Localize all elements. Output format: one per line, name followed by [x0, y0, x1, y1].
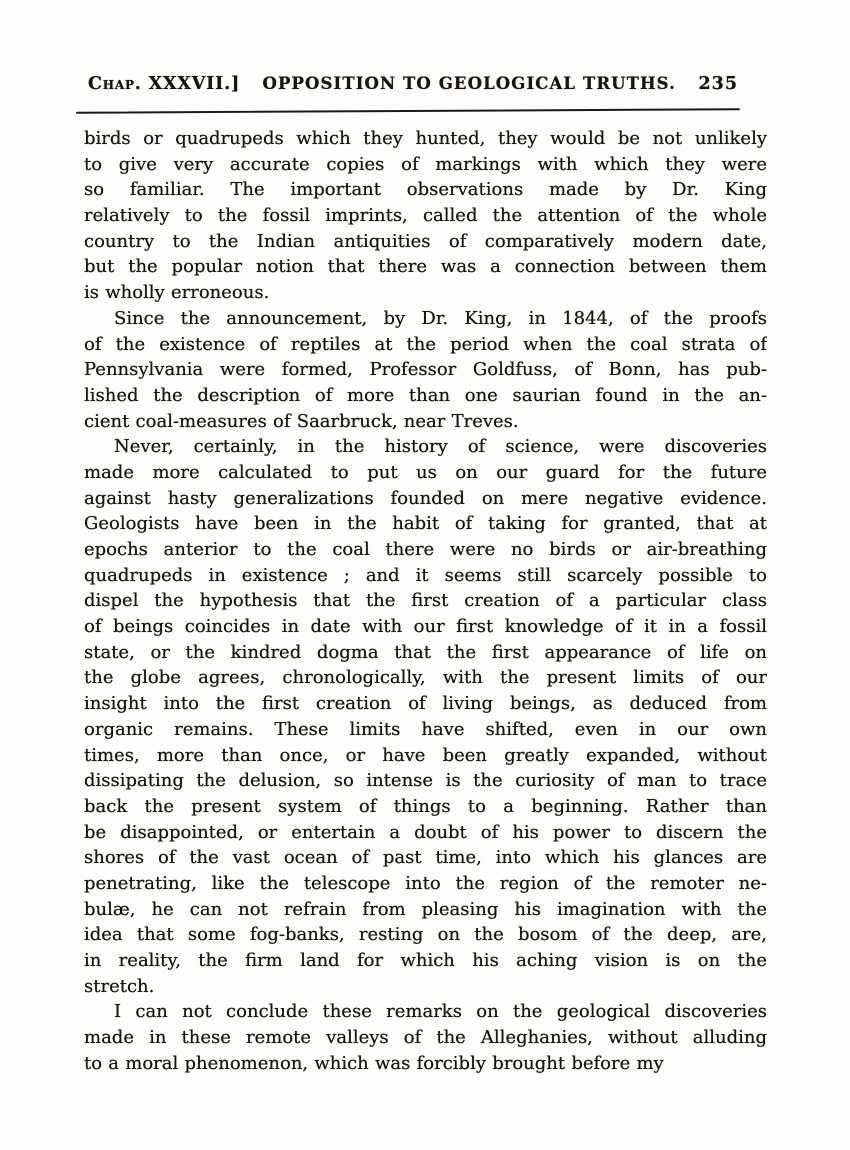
- text-line: insight into the first creation of living beings, as deduced from: [84, 693, 767, 715]
- text-line: epochs anterior to the coal there were no birds or air-breathing: [84, 539, 767, 560]
- text-line: back the present system of things to a beginning. Rather than: [84, 795, 767, 817]
- text-line: bulæ, he can not refrain from pleasing his imagination with the: [84, 898, 767, 920]
- chapter-label: Chap. XXXVII.]: [88, 74, 241, 94]
- text-line: dispel the hypothesis that the first creation of a particular class: [84, 590, 767, 612]
- text-line: birds or quadrupeds which they hunted, they would be not unlikely: [84, 128, 767, 149]
- paragraph: [84, 999, 767, 1076]
- paragraph: [84, 434, 767, 999]
- text-line: cient coal-measures of Saarbruck, near Treves.: [84, 410, 519, 432]
- header-rule: [76, 108, 740, 114]
- text-line: penetrating, like the telescope into the region of the remoter ne-: [84, 872, 767, 894]
- text-line: of beings coincides in date with our first knowledge of it in a fossil: [84, 616, 767, 638]
- text-line: Geologists have been in the habit of taking for granted, that at: [84, 513, 767, 535]
- text-line: Since the announcement, by Dr. King, in 1844, of the proofs: [114, 307, 767, 329]
- text-line: so familiar. The important observations made by Dr. King: [84, 179, 767, 201]
- text-line: I can not conclude these remarks on the geological discoveries: [114, 1001, 767, 1023]
- page-number: 235: [698, 74, 738, 94]
- text-line: be disappointed, or entertain a doubt of his power to discern the: [84, 821, 767, 843]
- text-line: lished the description of more than one saurian found in the an-: [84, 384, 767, 406]
- text-line: organic remains. These limits have shifted, even in our own: [84, 718, 767, 740]
- text-block: [84, 126, 767, 1076]
- text-line: idea that some fog-banks, resting on the bosom of the deep, are,: [84, 924, 767, 946]
- running-title: OPPOSITION TO GEOLOGICAL TRUTHS.: [262, 74, 676, 93]
- text-line: Never, certainly, in the history of science, were discoveries: [114, 436, 767, 458]
- running-header: [88, 74, 738, 94]
- text-line: in reality, the firm land for which his aching vision is on the: [84, 950, 767, 971]
- text-line: is wholly erroneous.: [84, 282, 270, 304]
- paragraph: [84, 306, 767, 434]
- text-line: dissipating the delusion, so intense is the curiosity of man to trace: [84, 770, 767, 792]
- text-line: to a moral phenomenon, which was forcibly brought before my: [84, 1052, 664, 1074]
- text-line: of the existence of reptiles at the period when the coal strata of: [84, 333, 767, 355]
- text-line: the globe agrees, chronologically, with the present limits of our: [84, 667, 767, 689]
- text-line: times, more than once, or have been greatly expanded, without: [84, 744, 767, 766]
- text-line: relatively to the fossil imprints, called the attention of the whole: [84, 205, 767, 227]
- text-line: to give very accurate copies of markings with which they were: [84, 153, 767, 175]
- text-line: stretch.: [84, 975, 155, 997]
- paragraph: [84, 126, 767, 306]
- text-line: against hasty generalizations founded on mere negative evidence.: [84, 487, 767, 509]
- text-line: country to the Indian antiquities of comparatively modern date,: [84, 230, 767, 252]
- text-line: made in these remote valleys of the Alleghanies, without alluding: [84, 1027, 767, 1049]
- text-line: Pennsylvania were formed, Professor Goldfuss, of Bonn, has pub-: [84, 359, 767, 381]
- text-line: quadrupeds in existence ; and it seems still scarcely possible to: [84, 564, 767, 586]
- text-line: but the popular notion that there was a connection between them: [84, 256, 767, 278]
- text-line: state, or the kindred dogma that the first appearance of life on: [84, 641, 767, 663]
- text-line: made more calculated to put us on our guard for the future: [84, 461, 767, 483]
- text-line: shores of the vast ocean of past time, into which his glances are: [84, 847, 767, 869]
